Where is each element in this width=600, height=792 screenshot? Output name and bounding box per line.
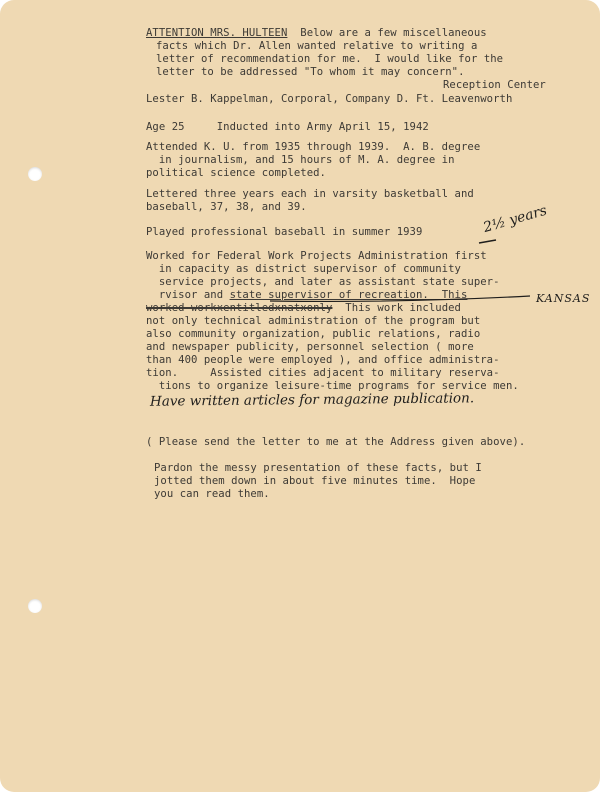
pardon-line-2: jotted them down in about five minutes time. Hope xyxy=(154,475,476,487)
reception-center: Reception Center xyxy=(443,79,546,91)
work-line-3 xyxy=(146,276,500,289)
underlined-recreation-text: state supervisor of recreation. This xyxy=(229,289,468,301)
work-line-5 xyxy=(146,302,461,315)
handwritten-dash xyxy=(478,238,498,246)
work-line-9: than 400 people were employed ), and office administra- xyxy=(146,354,500,366)
work-line-3-text: service projects, and later as assistant state su xyxy=(146,276,474,288)
age-line: Age 25 Inducted into Army April 15, 1942 xyxy=(146,121,429,133)
work-line-2: in capacity as district supervisor of community xyxy=(146,263,461,275)
handwritten-years-note: 2½ years xyxy=(481,202,549,236)
punch-hole xyxy=(28,599,42,613)
attention-heading: ATTENTION MRS. HULTEEN xyxy=(146,27,288,39)
work-line-10: tion. Assisted cities adjacent to military reserva- xyxy=(146,367,500,379)
professional-baseball-line: Played professional baseball in summer 1939 xyxy=(146,226,423,238)
education-line-2: in journalism, and 15 hours of M. A. degree in xyxy=(146,154,455,166)
work-line-3-hyphen: per- xyxy=(473,276,500,288)
work-line-6: not only technical administration of the program but xyxy=(146,315,481,327)
header-line-1-text: Below are a few miscellaneous xyxy=(287,27,487,39)
header-line-4: letter to be addressed "To whom it may concern". xyxy=(156,66,465,78)
punch-hole xyxy=(28,167,42,181)
struck-out-text: worked workxentitledxnatxonly xyxy=(146,302,333,314)
work-line-7: also community organization, public relations, radio xyxy=(146,328,481,340)
work-line-5-text: This work included xyxy=(332,302,461,314)
send-instruction: ( Please send the letter to me at the Address given above). xyxy=(146,436,526,448)
name-line: Lester B. Kappelman, Corporal, Company D. Ft. Leavenworth xyxy=(146,93,513,105)
header-line-3: letter of recommendation for me. I would like for the xyxy=(156,53,504,65)
handwritten-articles-note: Have written articles for magazine publication. xyxy=(149,390,475,410)
header-line-2: facts which Dr. Allen wanted relative to writing a xyxy=(156,40,478,52)
handwritten-kansas-note: KANSAS xyxy=(536,292,591,305)
pardon-line-3: you can read them. xyxy=(154,488,270,500)
education-line-1: Attended K. U. from 1935 through 1939. A. B. degree xyxy=(146,141,481,153)
sports-line-1: Lettered three years each in varsity basketball and xyxy=(146,188,474,200)
work-line-8: and newspaper publicity, personnel selection ( more xyxy=(146,341,474,353)
header-line-1 xyxy=(146,27,487,40)
work-line-4-text: rvisor and xyxy=(146,289,230,301)
sports-line-2: baseball, 37, 38, and 39. xyxy=(146,201,307,213)
pardon-line-1: Pardon the messy presentation of these facts, but I xyxy=(154,462,482,474)
education-line-3: political science completed. xyxy=(146,167,326,179)
work-line-1: Worked for Federal Work Projects Administration first xyxy=(146,250,487,262)
work-line-11: tions to organize leisure-time programs for service men. xyxy=(146,380,519,392)
